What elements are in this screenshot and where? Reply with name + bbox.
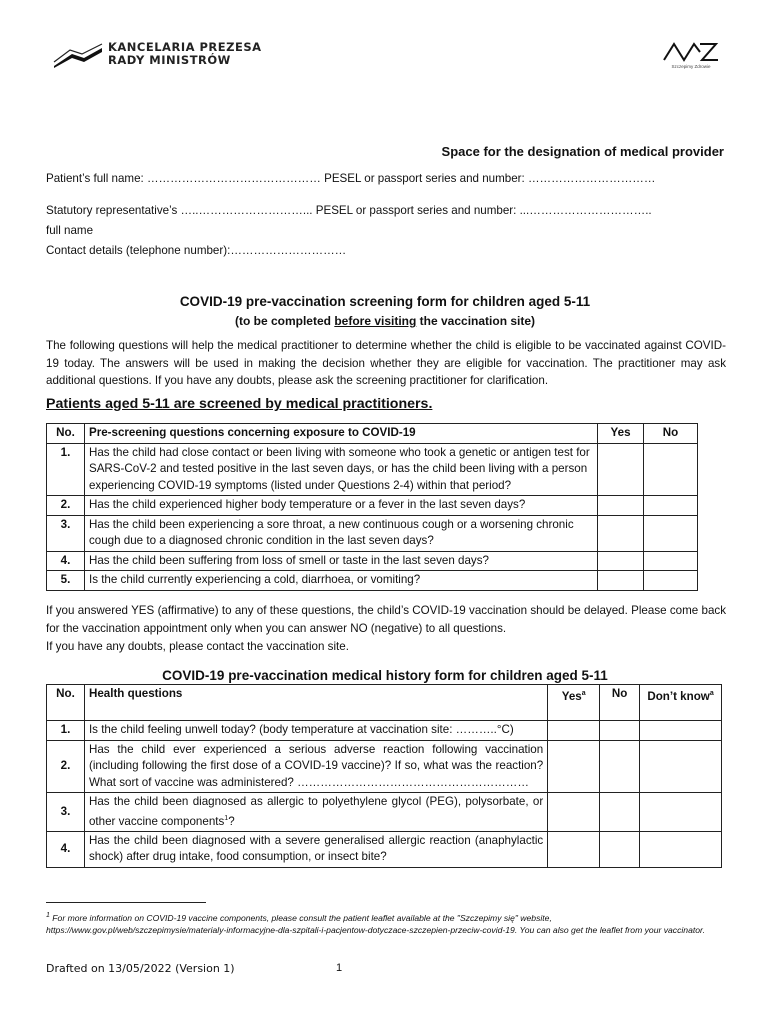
no-answer-cell[interactable] <box>644 515 698 551</box>
table-row <box>47 793 722 832</box>
szczepimy-emblem-icon <box>660 40 722 64</box>
contact-details-field[interactable]: Contact details (telephone number):………………………… <box>46 244 347 257</box>
yes-answer-cell[interactable] <box>598 571 644 591</box>
dont-know-answer-cell[interactable] <box>640 721 722 741</box>
logo-text-line1: KANCELARIA PREZESA <box>108 40 262 54</box>
table-row <box>47 740 722 793</box>
drafted-date: Drafted on 13/05/2022 (Version 1) <box>46 962 235 975</box>
no-answer-cell[interactable] <box>600 831 640 867</box>
kprm-emblem-icon <box>52 42 104 68</box>
medical-history-header <box>47 685 722 721</box>
row-question: Is the child feeling unwell today? (body temperature at vaccination site: ………..°C) <box>84 721 547 741</box>
row-question-end: ? <box>228 814 235 828</box>
col-header-no-answer: No <box>600 685 640 721</box>
yes-answer-cell[interactable] <box>548 831 600 867</box>
col-header-dont-know <box>640 685 722 721</box>
row-number: 5. <box>47 571 85 591</box>
full-name-label: full name <box>46 224 94 237</box>
row-number: 4. <box>47 551 85 571</box>
screening-form-subtitle <box>0 314 770 328</box>
footnote-text: For more information on COVID-19 vaccine components, please consult the patient leaflet available at the "Szczepimy się" website, https://www.gov.pl/web/szczepimysie/materialy-informacyjne-dla-szpitali-i-pacjentow-dotyczace-szczepien-przeciw-covid-19. You can also get the leaflet from your vaccinator. <box>46 912 705 935</box>
yes-answer-cell[interactable] <box>598 443 644 496</box>
col-header-question: Health questions <box>84 685 547 721</box>
yes-answer-cell[interactable] <box>598 551 644 571</box>
kprm-logo <box>52 40 272 74</box>
no-answer-cell[interactable] <box>644 551 698 571</box>
subtitle-underlined: before visiting <box>334 314 417 328</box>
table-row <box>47 551 698 571</box>
page-number: 1 <box>336 962 343 974</box>
dont-know-answer-cell[interactable] <box>640 831 722 867</box>
medical-history-table <box>46 684 722 868</box>
dont-know-answer-cell[interactable] <box>640 740 722 793</box>
yes-answer-cell[interactable] <box>548 740 600 793</box>
row-number: 3. <box>47 793 85 832</box>
delay-instructions: If you answered YES (affirmative) to any of these questions, the child’s COVID-19 vaccination should be delayed. Please come back for the vaccination appointment only when you can answer NO (negative) to all questions. <box>46 604 726 635</box>
medical-history-title: COVID-19 pre-vaccination medical history form for children aged 5-11 <box>162 668 608 683</box>
no-answer-cell[interactable] <box>600 721 640 741</box>
no-answer-cell[interactable] <box>644 571 698 591</box>
no-answer-cell[interactable] <box>644 443 698 496</box>
row-question: Has the child experienced higher body temperature or a fever in the last seven days? <box>84 496 597 516</box>
row-number: 1. <box>47 443 85 496</box>
logo-text-line2: RADY MINISTRÓW <box>108 53 231 67</box>
footnote-ref: 1 <box>224 814 229 822</box>
no-answer-cell[interactable] <box>600 740 640 793</box>
dont-know-label: Don’t know <box>647 689 710 703</box>
yes-footnote-marker: a <box>581 690 586 697</box>
subtitle-post: the vaccination site) <box>416 314 536 328</box>
row-question: Has the child had close contact or been living with someone who took a genetic or antigen test for SARS-CoV-2 and tested positive in the last seven days, or has the child been living with a person experiencing COVID-19 symptoms (listed under Questions 2-4) within that period? <box>84 443 597 496</box>
col-header-no: No. <box>47 685 85 721</box>
table-row <box>47 443 698 496</box>
footnote <box>46 910 726 936</box>
dont-know-answer-cell[interactable] <box>640 793 722 832</box>
row-question: Has the child been diagnosed with a severe generalised allergic reaction (anaphylactic shock) after drug intake, food consumption, or insect bite? <box>84 831 547 867</box>
row-question <box>84 793 547 832</box>
footnote-marker: 1 <box>46 912 50 919</box>
row-number: 1. <box>47 721 85 741</box>
table-row <box>47 831 722 867</box>
szczepimy-logo-caption: Szczepimy Zdrowie <box>671 64 711 69</box>
screening-heading: Patients aged 5-11 are screened by medical practitioners. <box>46 396 433 412</box>
screening-intro: The following questions will help the medical practitioner to determine whether the child is eligible to be vaccinated against COVID-19 today. The answers will be used in making the decision whether they are eligible for vaccination. The practitioner may ask additional questions. If you have any doubts, please ask the screening practitioner for clarification. <box>46 339 726 387</box>
row-number: 2. <box>47 740 85 793</box>
screening-table <box>46 423 698 591</box>
yes-answer-cell[interactable] <box>548 793 600 832</box>
row-number: 4. <box>47 831 85 867</box>
table-row <box>47 515 698 551</box>
medical-provider-designation: Space for the designation of medical provider <box>441 144 724 159</box>
subtitle-pre: (to be completed <box>234 314 335 328</box>
footnote-divider <box>46 902 206 903</box>
col-header-yes <box>548 685 600 721</box>
contact-instructions: If you have any doubts, please contact the vaccination site. <box>46 640 349 653</box>
col-header-no: No. <box>47 424 85 444</box>
table-row <box>47 496 698 516</box>
row-number: 2. <box>47 496 85 516</box>
no-answer-cell[interactable] <box>600 793 640 832</box>
no-answer-cell[interactable] <box>644 496 698 516</box>
yes-answer-cell[interactable] <box>548 721 600 741</box>
table-row <box>47 721 722 741</box>
row-question: Is the child currently experiencing a cold, diarrhoea, or vomiting? <box>84 571 597 591</box>
screening-table-header <box>47 424 698 444</box>
row-question: Has the child ever experienced a serious adverse reaction following vaccination (including following the first dose of a COVID-19 vaccine)? If so, what was the reaction? What sort of vaccine was administered? …………………………………………………… <box>84 740 547 793</box>
row-question-text: Has the child been diagnosed as allergic to polyethylene glycol (PEG), polysorbate, or other vaccine components <box>88 795 544 828</box>
dont-know-footnote-marker: a <box>709 690 714 697</box>
row-question: Has the child been experiencing a sore throat, a new continuous cough or a worsening chronic cough due to a diagnosed chronic condition in the last seven days? <box>84 515 597 551</box>
table-row <box>47 571 698 591</box>
col-header-question: Pre-screening questions concerning exposure to COVID-19 <box>84 424 597 444</box>
row-question: Has the child been suffering from loss of smell or taste in the last seven days? <box>84 551 597 571</box>
screening-form-title: COVID-19 pre-vaccination screening form for children aged 5-11 <box>179 294 591 309</box>
szczepimy-logo <box>660 40 722 74</box>
row-number: 3. <box>47 515 85 551</box>
representative-field[interactable]: Statutory representative’s …..………………………... PESEL or passport series and number: ...………………………….. <box>46 204 652 217</box>
yes-label: Yes <box>561 689 582 703</box>
patient-name-field[interactable]: Patient’s full name: ……………………………………… PESEL or passport series and number: …………………………… <box>46 172 656 185</box>
yes-answer-cell[interactable] <box>598 496 644 516</box>
col-header-yes: Yes <box>598 424 644 444</box>
yes-answer-cell[interactable] <box>598 515 644 551</box>
col-header-no-answer: No <box>644 424 698 444</box>
